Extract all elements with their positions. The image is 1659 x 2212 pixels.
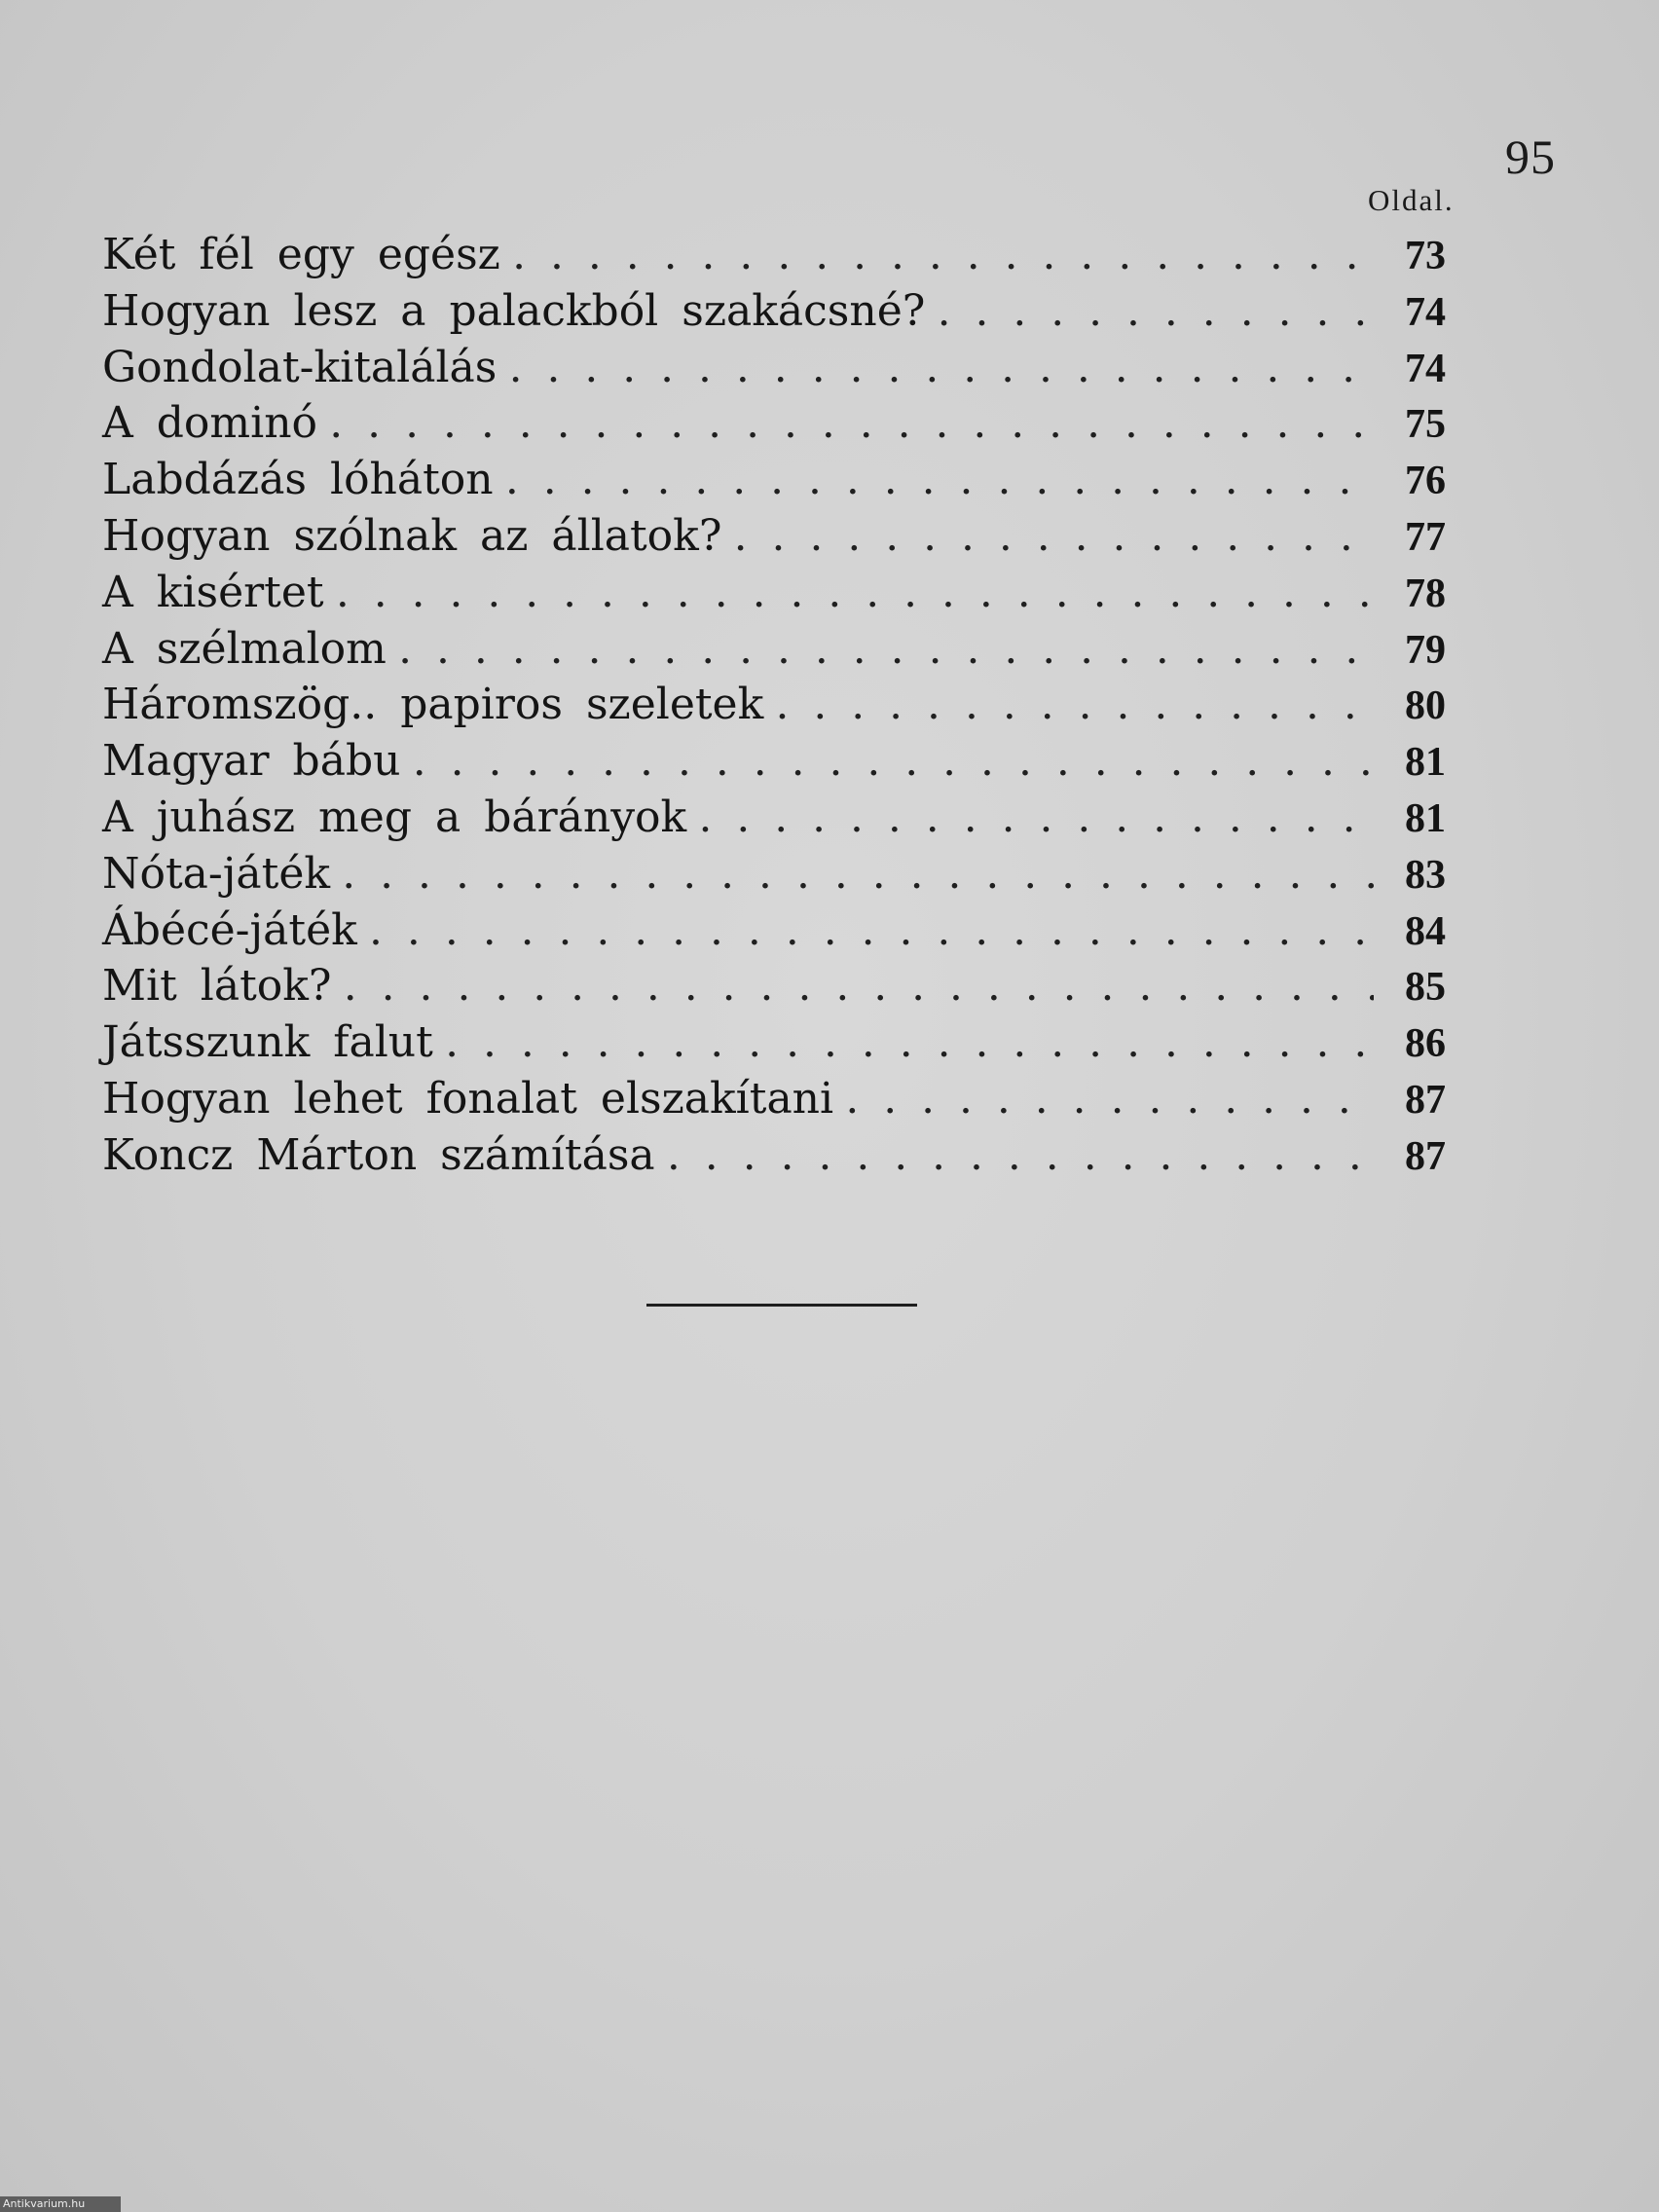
toc-entry-title: Játsszunk falut (102, 1017, 433, 1068)
page-number: 95 (1505, 129, 1556, 184)
toc-entry (102, 1074, 1446, 1130)
toc-entry-title: Hogyan lehet fonalat elszakítani (102, 1073, 834, 1124)
dot-leader (346, 974, 1374, 1008)
toc-entry (102, 343, 1446, 399)
dot-leader (510, 355, 1374, 389)
toc-entry-title: Labdázás lóháton (102, 455, 494, 505)
toc-entry-title: Gondolat-kitalálás (102, 342, 498, 392)
toc-entry-page: 76 (1405, 459, 1446, 504)
toc-entry (102, 1017, 1446, 1074)
toc-entry-page: 87 (1405, 1077, 1446, 1123)
dot-leader (507, 467, 1374, 501)
dot-leader (777, 692, 1374, 726)
toc-entry (102, 230, 1446, 286)
toc-entry-title: Mit látok? (102, 961, 332, 1012)
page-column-header: Oldal. (1368, 183, 1455, 217)
toc-entry-title: A juhász meg a bárányok (102, 792, 687, 842)
toc-entry-title: Hogyan szólnak az állatok? (102, 510, 722, 561)
toc-entry-page: 73 (1405, 234, 1446, 278)
toc-entry (102, 286, 1446, 343)
dot-leader (514, 242, 1374, 276)
toc-entry-title: Hogyan lesz a palackból szakácsné? (102, 285, 926, 336)
dot-leader (400, 637, 1374, 671)
toc-entry-page: 86 (1405, 1021, 1446, 1067)
toc-entry (102, 849, 1446, 905)
toc-entry (102, 793, 1446, 849)
dot-leader (669, 1143, 1374, 1177)
toc-entry-page: 74 (1405, 346, 1446, 391)
dot-leader (939, 299, 1374, 333)
watermark-label: Antikvarium.hu (0, 2196, 121, 2212)
toc-entry-title: A kisértet (102, 567, 324, 617)
toc-entry (102, 455, 1446, 511)
toc-entry-title: Ábécé-játék (102, 904, 357, 955)
dot-leader (447, 1030, 1374, 1064)
toc-entry-title: A dominó (102, 398, 318, 449)
toc-entry (102, 624, 1446, 681)
toc-entry-title: A szélmalom (102, 623, 387, 674)
toc-entry-page: 87 (1405, 1133, 1446, 1179)
toc-entry (102, 511, 1446, 568)
toc-entry-title: Háromszög.. papiros szeletek (102, 680, 764, 730)
table-of-contents (102, 230, 1446, 1187)
toc-entry (102, 961, 1446, 1017)
toc-entry (102, 568, 1446, 624)
toc-entry-page: 77 (1405, 514, 1446, 560)
toc-entry-page: 83 (1405, 852, 1446, 898)
toc-entry-page: 81 (1405, 740, 1446, 786)
section-divider (646, 1304, 917, 1307)
toc-entry-page: 79 (1405, 627, 1446, 673)
toc-entry (102, 905, 1446, 962)
toc-entry-page: 75 (1405, 402, 1446, 448)
toc-entry-page: 81 (1405, 795, 1446, 841)
dot-leader (331, 411, 1374, 445)
toc-entry (102, 1130, 1446, 1187)
toc-entry-page: 78 (1405, 571, 1446, 616)
toc-entry-title: Két fél egy egész (102, 230, 500, 279)
toc-entry-page: 74 (1405, 289, 1446, 335)
toc-entry-page: 80 (1405, 683, 1446, 729)
dot-leader (847, 1087, 1374, 1121)
toc-entry-title: Nóta-játék (102, 848, 331, 899)
dot-leader (371, 918, 1374, 952)
dot-leader (344, 862, 1374, 896)
dot-leader (700, 805, 1374, 839)
toc-entry (102, 736, 1446, 793)
dot-leader (414, 749, 1374, 783)
dot-leader (735, 524, 1374, 558)
toc-entry-page: 84 (1405, 908, 1446, 954)
toc-entry-title: Magyar bábu (102, 736, 401, 787)
toc-entry-title: Koncz Márton számítása (102, 1129, 655, 1180)
toc-entry (102, 680, 1446, 736)
toc-entry-page: 85 (1405, 965, 1446, 1011)
dot-leader (338, 580, 1374, 614)
toc-entry (102, 398, 1446, 455)
